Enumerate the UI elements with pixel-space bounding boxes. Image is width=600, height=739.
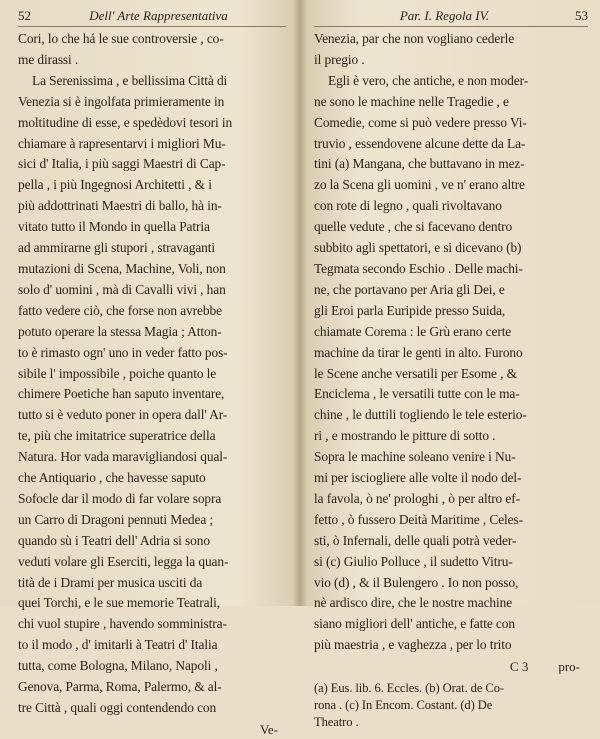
text-line: tini (a) Mangana, che buttavano in mez- xyxy=(314,156,525,172)
left-catchword: Ve- xyxy=(259,721,278,737)
text-line: Natura. Hor vada maravigliandosi qual- xyxy=(18,449,228,465)
text-line: Cori, lo che há le sue controversie , co- xyxy=(18,31,224,46)
text-line: subbito agli spettatori, e si dicevano (b) xyxy=(314,240,522,256)
text-line: si (c) Giulio Polluce , il sudetto Vitru- xyxy=(314,553,513,569)
text-line: pella , i più Ingegnosi Architetti , & i xyxy=(18,177,212,193)
text-line: ri , e mostrando le pitture di sotto . xyxy=(314,428,496,444)
text-line: fatto vedere ciò, che forse non avrebbe xyxy=(18,302,222,318)
text-line: quei Torchi, e le sue memorie Teatrali, xyxy=(18,595,220,611)
text-line: ne sono le machine nelle Tragedie , e xyxy=(314,93,509,109)
text-line: potuto operare la stessa Magia ; Atton- xyxy=(18,323,222,339)
text-line: un Carro di Dragoni pennuti Medea ; xyxy=(18,511,214,527)
left-page-header xyxy=(18,8,286,27)
text-line: sici d' Italia, i più saggi Maestri di Cap- xyxy=(18,156,226,172)
text-line: to è rimasto ogn' uno in veder fatto pos- xyxy=(18,344,228,360)
right-page-text xyxy=(314,29,588,656)
footnote-line: Theatro . xyxy=(314,715,359,730)
text-line: vio (d) , & il Bulengero . Io non posso, xyxy=(314,574,519,590)
text-line: le Scene anche versatili per Esome , & xyxy=(314,365,517,381)
text-line: me dirassi . xyxy=(18,51,79,67)
text-line: Venezia si è ingolfata primieramente in xyxy=(18,93,225,109)
text-line: più addottrinati Maestri di ballo, hà in- xyxy=(18,198,222,214)
left-page-number: 52 xyxy=(18,8,31,23)
right-page-footer xyxy=(314,658,588,676)
text-line: vitato tutto il Mondo in quella Patria xyxy=(18,219,210,235)
text-line: la favola, ò ne' prologhi , ò per altro ef- xyxy=(314,490,520,506)
text-line: Enciclema , le versatili tutte con le ma- xyxy=(314,386,520,402)
text-line: fetto , ò fussero Deità Maritime , Celes- xyxy=(314,511,523,527)
footnote-line: rona . (c) In Encom. Costant. (d) De xyxy=(314,698,493,713)
text-line: nè ardisco dire, che le nostre machine xyxy=(314,595,513,611)
text-line: zo la Scena gli uomini , ve n' erano altre xyxy=(314,177,525,193)
text-line: to il modo , d' imitarli à Teatri d' Italia xyxy=(18,637,218,653)
text-line: veduti volare gli Eserciti, legga la quan- xyxy=(18,553,229,569)
right-page-header xyxy=(314,8,588,27)
text-line: chiamare à rapresentarvi i migliori Mu- xyxy=(18,135,226,151)
text-line: chiamate Corema : le Grù erano certe xyxy=(314,323,512,339)
right-running-title: Par. I. Regola IV. xyxy=(399,8,490,23)
text-line: machine da tirar le genti in alto. Furono xyxy=(314,344,523,360)
text-line: sibile l' impossibile , poiche quanto le xyxy=(18,365,217,381)
text-line: siano migliori dell' antiche, e fatte con xyxy=(314,616,515,632)
right-page xyxy=(300,0,600,730)
text-line: che Antiquario , che havesse saputo xyxy=(18,470,206,486)
text-line: Genova, Parma, Roma, Palermo, & al- xyxy=(18,679,222,695)
footnotes xyxy=(314,680,588,731)
text-line: tità de i Drami per musica usciti da xyxy=(18,574,203,590)
text-line: Comedie, come si può vedere presso Vi- xyxy=(314,114,527,130)
text-line: Venezia, par che non vogliano cederle xyxy=(314,31,515,46)
text-line: moltitudine di esse, e spedèdovi tesori in xyxy=(18,114,233,130)
text-line: Tegmata secondo Eschio . Delle machi- xyxy=(314,260,523,276)
text-line: chi vuol stupire , havendo somministra- xyxy=(18,616,227,632)
text-line: ne, che portavano per Aria gli Dei, e xyxy=(314,281,505,297)
text-line: gli Eroi parla Euripide presso Suida, xyxy=(314,302,506,318)
text-line: più maestria , e vaghezza , per lo trito xyxy=(314,637,512,653)
text-line: tre Città , quali oggi contendendo con xyxy=(18,700,217,715)
text-line: quando sù i Teatri dell' Adria si sono xyxy=(18,532,210,548)
left-page-footer xyxy=(18,721,286,739)
text-line: con rote di legno , quali rivoltavano xyxy=(314,198,502,214)
text-line: mutazioni di Scena, Machine, Voli, non xyxy=(18,260,226,276)
text-line: chimere Poetiche han saputo inventare, xyxy=(18,386,225,402)
left-page-text xyxy=(18,29,286,719)
text-line: sti, ò Infernali, delle quali potrà veder- xyxy=(314,532,517,548)
left-page xyxy=(0,0,300,737)
text-line: quelle vedute , che si facevano dentro xyxy=(314,219,513,235)
text-line: truvio , essendovene alcune dette da La- xyxy=(314,135,526,151)
text-line: Sopra le machine soleano venire i Nu- xyxy=(314,449,516,465)
text-line: tutto si è veduto poner in opera dall' Ar- xyxy=(18,407,228,423)
text-line: La Serenissima , e bellissima Città di xyxy=(32,72,228,88)
right-page-number: 53 xyxy=(575,8,588,23)
text-line: Egli è vero, che antiche, e non moder- xyxy=(328,72,529,88)
text-line: ad ammirarne gli stupori , stravaganti xyxy=(18,240,216,256)
footnote-line: (a) Eus. lib. 6. Eccles. (b) Orat. de Co- xyxy=(314,681,504,696)
signature-mark: C 3 xyxy=(509,659,529,675)
text-line: te, più che imitatrice superatrice della xyxy=(18,428,216,444)
text-line: solo d' uomini , mà di Cavalli vivi , han xyxy=(18,281,226,297)
text-line: tutta, come Bologna, Milano, Napoli , xyxy=(18,658,218,674)
text-line: mi per isciogliere alle volte il nodo del- xyxy=(314,470,522,486)
left-running-title: Dell' Arte Rappresentativa xyxy=(89,8,228,23)
text-line: chine , le duttili togliendo le tele esterio- xyxy=(314,407,527,423)
right-catchword: pro- xyxy=(558,659,580,675)
text-line: il pregio . xyxy=(314,51,365,67)
text-line: Sofocle dar il modo di far volare sopra xyxy=(18,490,222,506)
